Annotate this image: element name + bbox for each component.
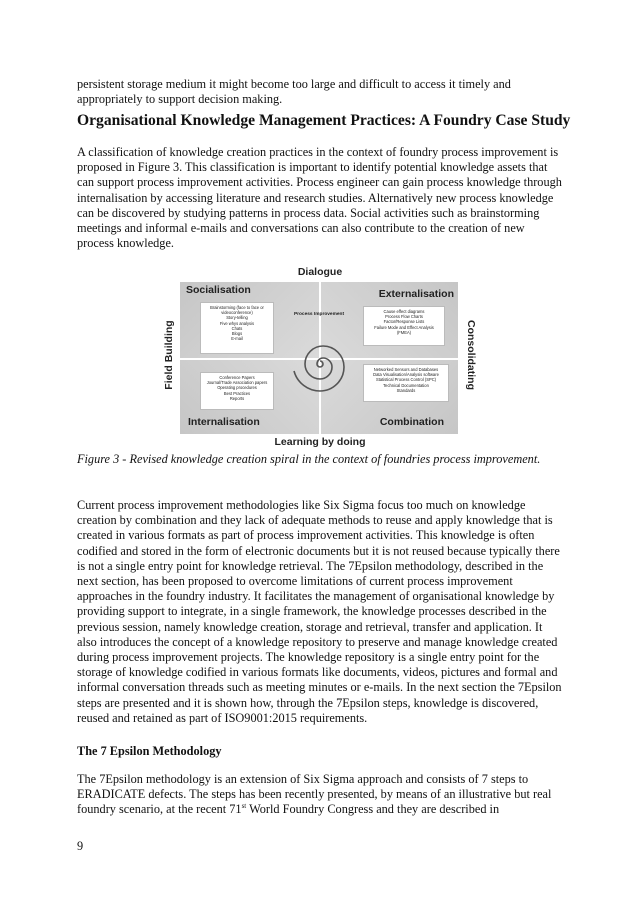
quadrant-title: Combination: [379, 416, 444, 428]
axis-label-learning-by-doing: Learning by doing: [274, 436, 366, 448]
list-item: Conference Papers: [219, 375, 255, 380]
externalisation-practices-box: [363, 306, 445, 346]
list-item: Cause effect diagrams: [383, 309, 425, 314]
list-item: Failure Mode and Effect Analysis: [374, 324, 434, 330]
epsilon-text-part1: The 7Epsilon methodology is an extension of Six Sigma approach and consists of 7 steps to ERADICATE defects. The steps has been recently presented, by means of an illustrative but real foundry scenario, at the recent 71: [77, 772, 552, 817]
figure-caption: Figure 3 - Revised knowledge creation spiral in the context of foundries process improvement.: [77, 452, 541, 466]
quadrant-title: Internalisation: [188, 416, 260, 428]
list-item: Factor/Response Lists: [383, 319, 425, 325]
list-item: Best Practices: [223, 390, 251, 396]
ordinal-superscript: st: [241, 802, 247, 811]
knowledge-spiral-icon: [280, 324, 360, 404]
list-item: Journal/Trade Association papers: [206, 380, 268, 386]
internalisation-practices-box: [200, 372, 274, 410]
quadrant-title: Externalisation: [378, 288, 454, 300]
epsilon-text-part2: World Foundry Congress and they are described in: [246, 802, 500, 817]
axis-label-consolidating: Consolidating: [465, 320, 477, 390]
socialisation-practices-box: [200, 302, 274, 354]
axis-label-field-building: Field Building: [163, 320, 175, 390]
list-item: Blogs: [231, 331, 243, 337]
list-item: Reports: [229, 395, 245, 401]
combination-practices-box: [363, 364, 449, 402]
list-item: Story-telling: [226, 315, 248, 321]
list-item: Standards: [396, 387, 416, 393]
epsilon-paragraph: [77, 772, 564, 818]
list-item: E-mail: [231, 336, 243, 342]
knowledge-spiral-figure: [162, 262, 478, 448]
list-item: (FMEA): [396, 329, 412, 335]
subsection-heading: The 7 Epsilon Methodology: [77, 744, 222, 758]
current-methodologies-paragraph: Current process improvement methodologies like Six Sigma focus too much on knowledge creation by combination and they lack of adequate methods to reuse and apply knowledge that is created in various formats as part of process improvement activities. This knowledge is often codified and stored in the form of electronic documents but it is not reused because typically there is not a single entry point for knowledge retrieval. The 7Epsilon methodology, described in the next section, has been proposed to overcome limitations of current process improvement approaches in the foundry industry. It facilitates the management of organisational knowledge by providing support to integrate, in a single framework, the knowledge processes described in the previous session, namely knowledge creation, storage and retrieval, transfer and application. It also introduces the concept of a knowledge repository to preserve and manage knowledge created during process improvement projects. The knowledge repository is a single entry point for the storage of knowledge codified in various formats like documents, videos, pictures and formal and informal conversation threads such as meeting minutes or e-mails. In the next section the 7Epsilon steps are presented and it is shown how, through the 7Epsilon steps, knowledge is discovered, reused and retained as part of ISO9001:2015 requirements.: [77, 498, 562, 725]
list-item: Five whys analysis: [219, 320, 255, 326]
quadrant-title: Socialisation: [186, 284, 251, 296]
list-item: Networked Sensors and Databases: [373, 367, 439, 372]
list-item: Chats: [231, 325, 243, 331]
process-improvement-label: Process Improvement: [293, 312, 345, 317]
list-item: Brainstorming (face to face or: [210, 305, 264, 310]
list-item: Technical Documentation: [383, 382, 429, 388]
list-item: Operating procedures: [217, 385, 257, 391]
axis-label-dialogue: Dialogue: [297, 266, 343, 278]
section-heading: Organisational Knowledge Management Practices: A Foundry Case Study: [77, 112, 571, 129]
list-item: Data Visualisation/Analysis software: [373, 372, 439, 378]
list-item: Process Flow Charts: [385, 314, 423, 320]
classification-paragraph: A classification of knowledge creation practices in the context of foundry process improvement is proposed in Figure 3. This classification is important to identify potential knowledge assets that can support process improvement activities. Process engineer can gain process knowledge through internalisation by accessing literature and research studies. Alternatively new process knowledge can be discovered by studying patterns in process data. Social activities such as brainstorming meetings and informal e-mails and conversations can also contribute to the creation of new process knowledge.: [77, 145, 562, 251]
list-item: Statistical Process Control (SPC): [375, 377, 437, 383]
list-item: videoconference): [221, 310, 253, 316]
page-number: 9: [77, 839, 84, 853]
intro-paragraph: persistent storage medium it might become too large and difficult to access it timely and appropriately to support decision making.: [77, 77, 511, 107]
